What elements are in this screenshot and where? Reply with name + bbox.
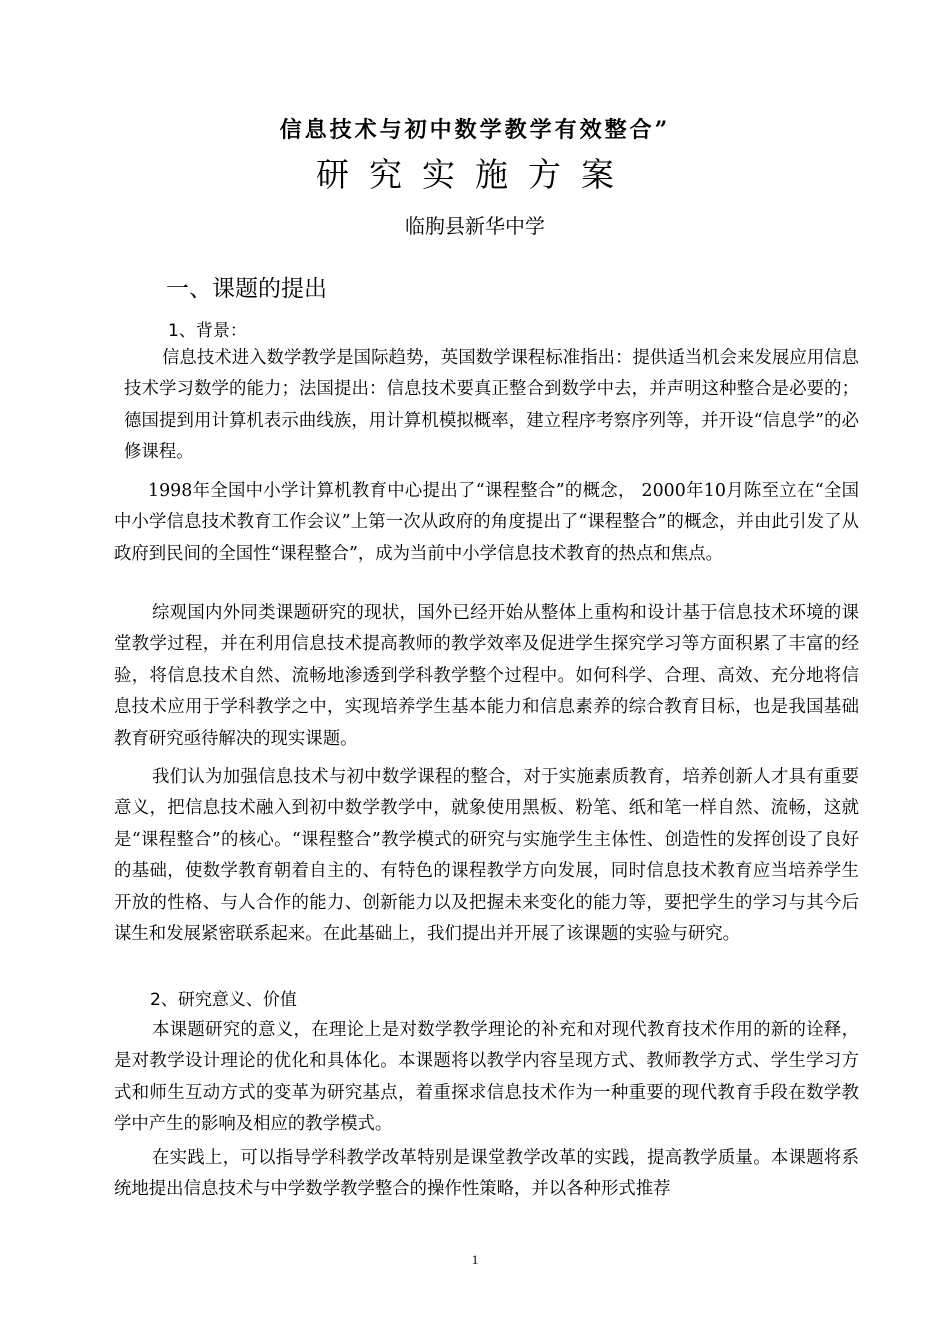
section-heading-1: 一、课题的提出: [166, 276, 327, 302]
page-number: 1: [471, 1252, 479, 1267]
paragraph-1998: 1998年全国中小学计算机教育中心提出了“课程整合”的概念， 2000年10月陈至立在“全国中小学信息技术教育工作会议”上第一次从政府的角度提出了“课程整合”的概念，并由此引发了从政府到民间的全国性“课程整合”，成为当前中小学信息技术教育的热点和焦点。: [114, 481, 859, 564]
paragraph-review: 综观国内外同类课题研究的现状，国外已经开始从整体上重构和设计基于信息技术环境的课堂教学过程，并在利用信息技术提高教师的教学效率及促进学生探究学习等方面积累了丰富的经验，将信息技术自然、流畅地渗透到学科教学整个过程中。如何科学、合理、高效、充分地将信息技术应用于学科教学之中，实现培养学生基本能力和信息素养的综合教育目标，也是我国基础教育研究亟待解决的现实课题。: [114, 603, 859, 749]
subsection-heading-significance: 2、研究意义、价值: [150, 990, 297, 1010]
paragraph-practice: 在实践上，可以指导学科教学改革特别是课堂教学改革的实践，提高教学质量。本课题将系统地提出信息技术与中学数学教学整合的操作性策略，并以各种形式推荐: [114, 1148, 859, 1200]
subsection-heading-background: 1、背景：: [168, 321, 247, 341]
paragraph-integration: 我们认为加强信息技术与初中数学课程的整合，对于实施素质教育，培养创新人才具有重要意义，把信息技术融入到初中数学教学中，就象使用黑板、粉笔、纸和笔一样自然、流畅，这就是“课程整合”的核心。“课程整合”教学模式的研究与实施学生主体性、创造性的发挥创设了良好的基础，使数学教育朝着自主的、有特色的课程教学方向发展，同时信息技术教育应当培养学生开放的性格、与人合作的能力、创新能力以及把握未来变化的能力等，要把学生的学习与其今后谋生和发展紧密联系起来。在此基础上，我们提出并开展了该课题的实验与研究。: [114, 767, 859, 945]
paragraph-theory: 本课题研究的意义，在理论上是对数学教学理论的补充和对现代教育技术作用的新的诠释，是对教学设计理论的优化和具体化。本课题将以教学内容呈现方式、教师教学方式、学生学习方式和师生互动方式的变革为研究基点，着重探求信息技术作为一种重要的现代教育手段在数学教学中产生的影响及相应的教学模式。: [114, 1020, 859, 1135]
title-line-2: 研究实施方案: [316, 155, 634, 194]
title-line-1: 信息技术与初中数学教学有效整合”: [279, 117, 671, 143]
school-name: 临朐县新华中学: [405, 214, 545, 238]
paragraph-background: 信息技术进入数学教学是国际趋势，英国数学课程标准指出：提供适当机会来发展应用信息技术学习数学的能力；法国提出：信息技术要真正整合到数学中去，并声明这种整合是必要的；德国提到用计算机表示曲线族，用计算机模拟概率，建立程序考察序列等，并开设“信息学”的必修课程。: [124, 348, 859, 463]
